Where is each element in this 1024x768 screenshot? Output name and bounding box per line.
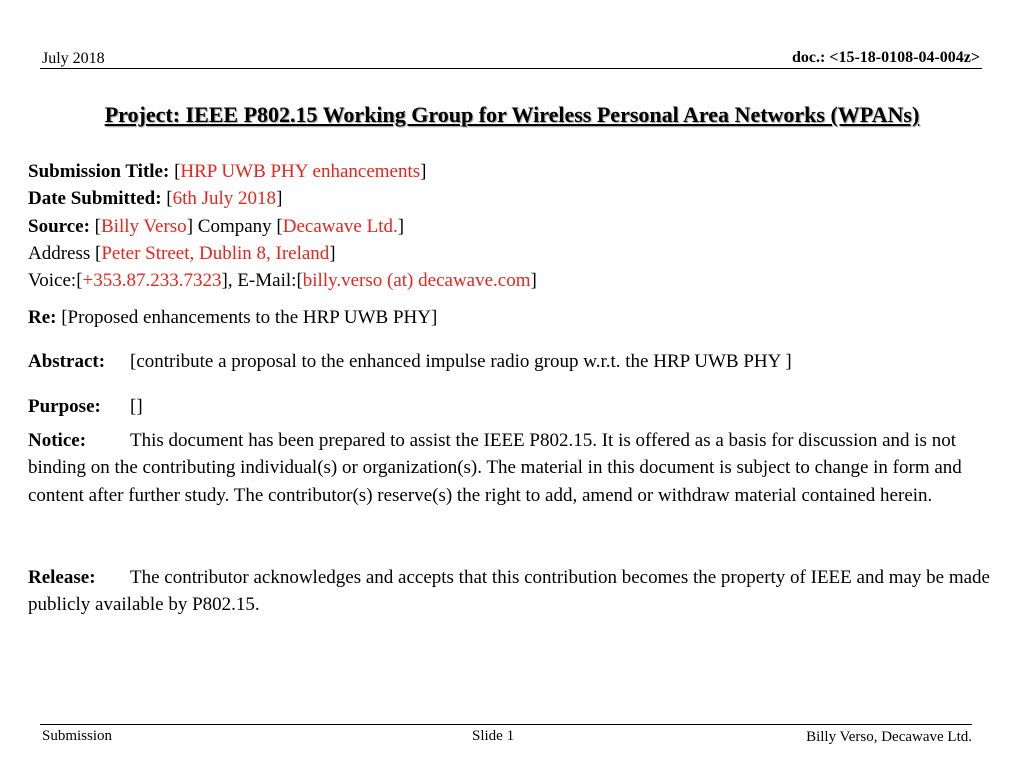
purpose-label: Purpose: (28, 396, 101, 417)
address-line: Address [Peter Street, Dublin 8, Ireland] (28, 242, 336, 264)
notice-label: Notice: (28, 430, 87, 451)
voice-label: Voice: (28, 270, 77, 292)
header-divider (40, 68, 982, 69)
header-doc-id: doc.: <15-18-0108-04-004z> (792, 49, 980, 66)
address-label: Address (28, 242, 91, 264)
footer-author: Billy Verso, Decawave Ltd. (806, 729, 972, 745)
notice-text: This document has been prepared to assist the IEEE P802.15. It is offered as a basis for discussion and is not binding on the contributing individual(s) or organization(s). The material in this document is subject to change in form and content after further study. The contributor(s) reserve(s) the right to add, amend or withdraw material contained herein. (28, 430, 962, 506)
release-label: Release: (28, 567, 96, 588)
source-value: Billy Verso (101, 215, 187, 237)
re-label: Re: (28, 307, 57, 328)
notice-paragraph (28, 427, 1003, 509)
email-label: E-Mail: (237, 270, 297, 292)
re-value: [Proposed enhancements to the HRP UWB PHY] (61, 307, 438, 328)
source-line: Source: [Billy Verso] Company [Decawave Ltd.] (28, 215, 405, 237)
contact-line: Voice:[+353.87.233.7323], E-Mail:[billy.verso (at) decawave.com] (28, 270, 537, 292)
date-submitted-label: Date Submitted: (28, 188, 162, 210)
company-label: Company (197, 215, 272, 237)
email-value: billy.verso (at) decawave.com (302, 270, 531, 292)
release-paragraph (28, 564, 1003, 619)
footer-slide-number: Slide 1 (472, 728, 515, 744)
address-value: Peter Street, Dublin 8, Ireland (101, 242, 330, 264)
submission-block (28, 158, 537, 294)
abstract-line (28, 348, 792, 375)
page-title: Project: IEEE P802.15 Working Group for Wireless Personal Area Networks (WPANs) (104, 102, 920, 127)
abstract-value: [contribute a proposal to the enhanced impulse radio group w.r.t. the HRP UWB PHY ] (130, 351, 792, 372)
footer-divider (40, 724, 972, 725)
submission-title-label: Submission Title: (28, 161, 170, 182)
company-value: Decawave Ltd. (282, 215, 398, 237)
date-submitted-value: 6th July 2018 (172, 188, 277, 210)
purpose-value: [] (130, 396, 143, 417)
abstract-label: Abstract: (28, 351, 106, 372)
re-line (28, 304, 437, 331)
footer-submission: Submission (42, 728, 113, 744)
source-label: Source: (28, 215, 90, 237)
purpose-line (28, 393, 143, 420)
header-date: July 2018 (42, 50, 105, 67)
date-submitted-line: Date Submitted: [6th July 2018] (28, 188, 283, 210)
release-text: The contributor acknowledges and accepts that this contribution becomes the property of IEEE and may be made publicly available by P802.15. (28, 567, 990, 616)
submission-title-value: HRP UWB PHY enhancements (180, 161, 421, 182)
voice-value: +353.87.233.7323 (82, 270, 222, 292)
submission-title-line: Submission Title: [HRP UWB PHY enhancements] (28, 161, 427, 182)
